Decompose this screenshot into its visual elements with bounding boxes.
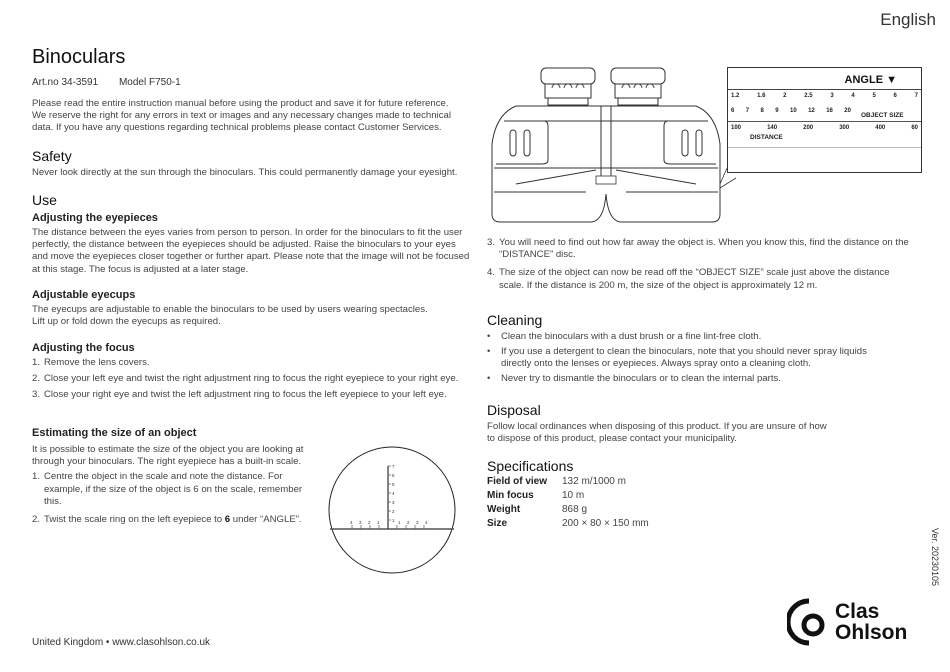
svg-text:2: 2 — [368, 520, 371, 525]
clas-ohlson-logo-icon — [787, 598, 831, 646]
estimating-text: It is possible to estimate the size of the object you are looking at through your binoculars. The right eyepiece has a built-in scale. — [32, 444, 304, 468]
list-item: 1. Centre the object in the scale and note the distance. For example, if the size of the object is 6 on the scale, remember this. — [32, 471, 303, 507]
page-title: Binoculars — [32, 46, 126, 68]
safety-section — [32, 148, 472, 179]
eyepieces-text: The distance between the eyes varies from person to person. In order for the binoculars to fit the user perfectly, the distance between the eyepieces should be adjusted. Raise the binoculars to your eyes and move the eyepieces closer together or further apart. Please note that the image will not be focused at this stage. The focus is adjusted at a later stage. — [32, 227, 470, 275]
svg-text:6: 6 — [392, 473, 395, 478]
list-item: • Never try to dismantle the binoculars or to clean the internal parts. — [487, 372, 781, 384]
specifications-section — [487, 458, 787, 529]
svg-text:4: 4 — [350, 520, 353, 525]
model-number: Model F750-1 — [118, 77, 181, 88]
specifications-heading: Specifications — [487, 458, 574, 474]
scale-dial-illustration — [727, 67, 922, 173]
list-item: 2. Twist the scale ring on the left eyepiece to 6 under “ANGLE”. — [32, 514, 302, 526]
intro-text: Please read the entire instruction manual before using the product and save it for future reference. We reserve the right for any errors in text or images and any necessary changes made to technical data. If you have any questions regarding technical problems please contact Customer Services. — [32, 98, 451, 134]
list-item: • If you use a detergent to clean the binoculars, note that you should never spray liquids directly onto the lenses or eyepieces. Always spray onto a cleaning cloth. — [487, 345, 867, 369]
eyepieces-heading: Adjusting the eyepieces — [32, 212, 158, 224]
cleaning-section — [487, 312, 867, 387]
distance-scale: 100 140 200 300 400 60 — [731, 125, 918, 131]
use-section — [32, 192, 472, 276]
estimating-steps-a — [32, 471, 307, 526]
object-size-label: OBJECT SIZE — [861, 112, 904, 119]
svg-text:3: 3 — [416, 520, 419, 525]
svg-text:4: 4 — [425, 520, 428, 525]
svg-text:1: 1 — [398, 520, 401, 525]
eyecups-heading: Adjustable eyecups — [32, 289, 136, 301]
reticle-illustration — [322, 440, 462, 580]
list-item: • Clean the binoculars with a dust brush or a fine lint-free cloth. — [487, 331, 762, 342]
disposal-section — [487, 402, 827, 445]
disposal-text: Follow local ordinances when disposing of this product. If you are unsure of how to dispose of this product, please contact your municipality. — [487, 421, 827, 445]
article-info — [32, 77, 199, 88]
language-label: English — [880, 10, 936, 29]
object-size-scale: 6 7 8 9 10 12 16 20 — [731, 108, 851, 114]
brand-logo: Clas Ohlson — [787, 598, 907, 646]
svg-text:2: 2 — [407, 520, 410, 525]
svg-text:3: 3 — [392, 500, 395, 505]
svg-text:3: 3 — [359, 520, 362, 525]
distance-label: DISTANCE — [750, 134, 783, 141]
angle-scale: 1.2 1.6 2 2.5 3 4 5 6 7 — [731, 93, 918, 99]
eyecups-section — [32, 289, 472, 328]
angle-label: ANGLE ▼ — [844, 74, 897, 86]
svg-text:1: 1 — [377, 520, 380, 525]
eyecups-text: The eyecups are adjustable to enable the binoculars to be used by users wearing spectacles. Lift up or fold down the eyecups as required. — [32, 304, 428, 328]
cleaning-heading: Cleaning — [487, 312, 543, 328]
focus-heading: Adjusting the focus — [32, 342, 135, 354]
safety-text: Never look directly at the sun through the binoculars. This could permanently damage your eyesight. — [32, 167, 458, 178]
binoculars-illustration — [486, 64, 736, 226]
version-label: Ver. 20230105 — [930, 528, 940, 587]
specifications-table: Field of view 132 m/1000 m Min focus 10 m Weight 868 g Size 200 × 80 × 150 mm — [487, 476, 649, 529]
focus-section — [32, 342, 472, 406]
list-item: 1. Remove the lens covers. — [32, 357, 150, 368]
svg-text:1: 1 — [392, 518, 395, 523]
svg-text:5: 5 — [392, 482, 395, 487]
article-number: Art.no 34-3591 — [32, 77, 99, 88]
safety-heading: Safety — [32, 148, 72, 164]
list-item: 3. Close your right eye and twist the left adjustment ring to focus the left eyepiece to your left eye. — [32, 389, 447, 401]
estimating-section — [32, 427, 307, 530]
footer-contact: United Kingdom • www.clasohlson.co.uk — [32, 637, 211, 648]
svg-text:4: 4 — [392, 491, 395, 496]
svg-text:7: 7 — [392, 464, 395, 469]
list-item: 4. The size of the object can now be read off the “OBJECT SIZE” scale just above the distance scale. If the distance is 200 m, the size of the object is approximately 12 m. — [487, 267, 890, 291]
use-heading: Use — [32, 192, 57, 208]
list-item: 3. You will need to find out how far away the object is. When you know this, find the distance on the “DISTANCE” disc. — [487, 237, 909, 261]
estimating-steps-b — [487, 237, 917, 296]
focus-steps — [32, 357, 472, 402]
intro-section — [32, 98, 464, 135]
list-item: 2. Close your left eye and twist the right adjustment ring to focus the right eyepiece to your right eye. — [32, 373, 459, 385]
svg-text:2: 2 — [392, 509, 395, 514]
disposal-heading: Disposal — [487, 402, 541, 418]
estimating-heading: Estimating the size of an object — [32, 427, 197, 439]
